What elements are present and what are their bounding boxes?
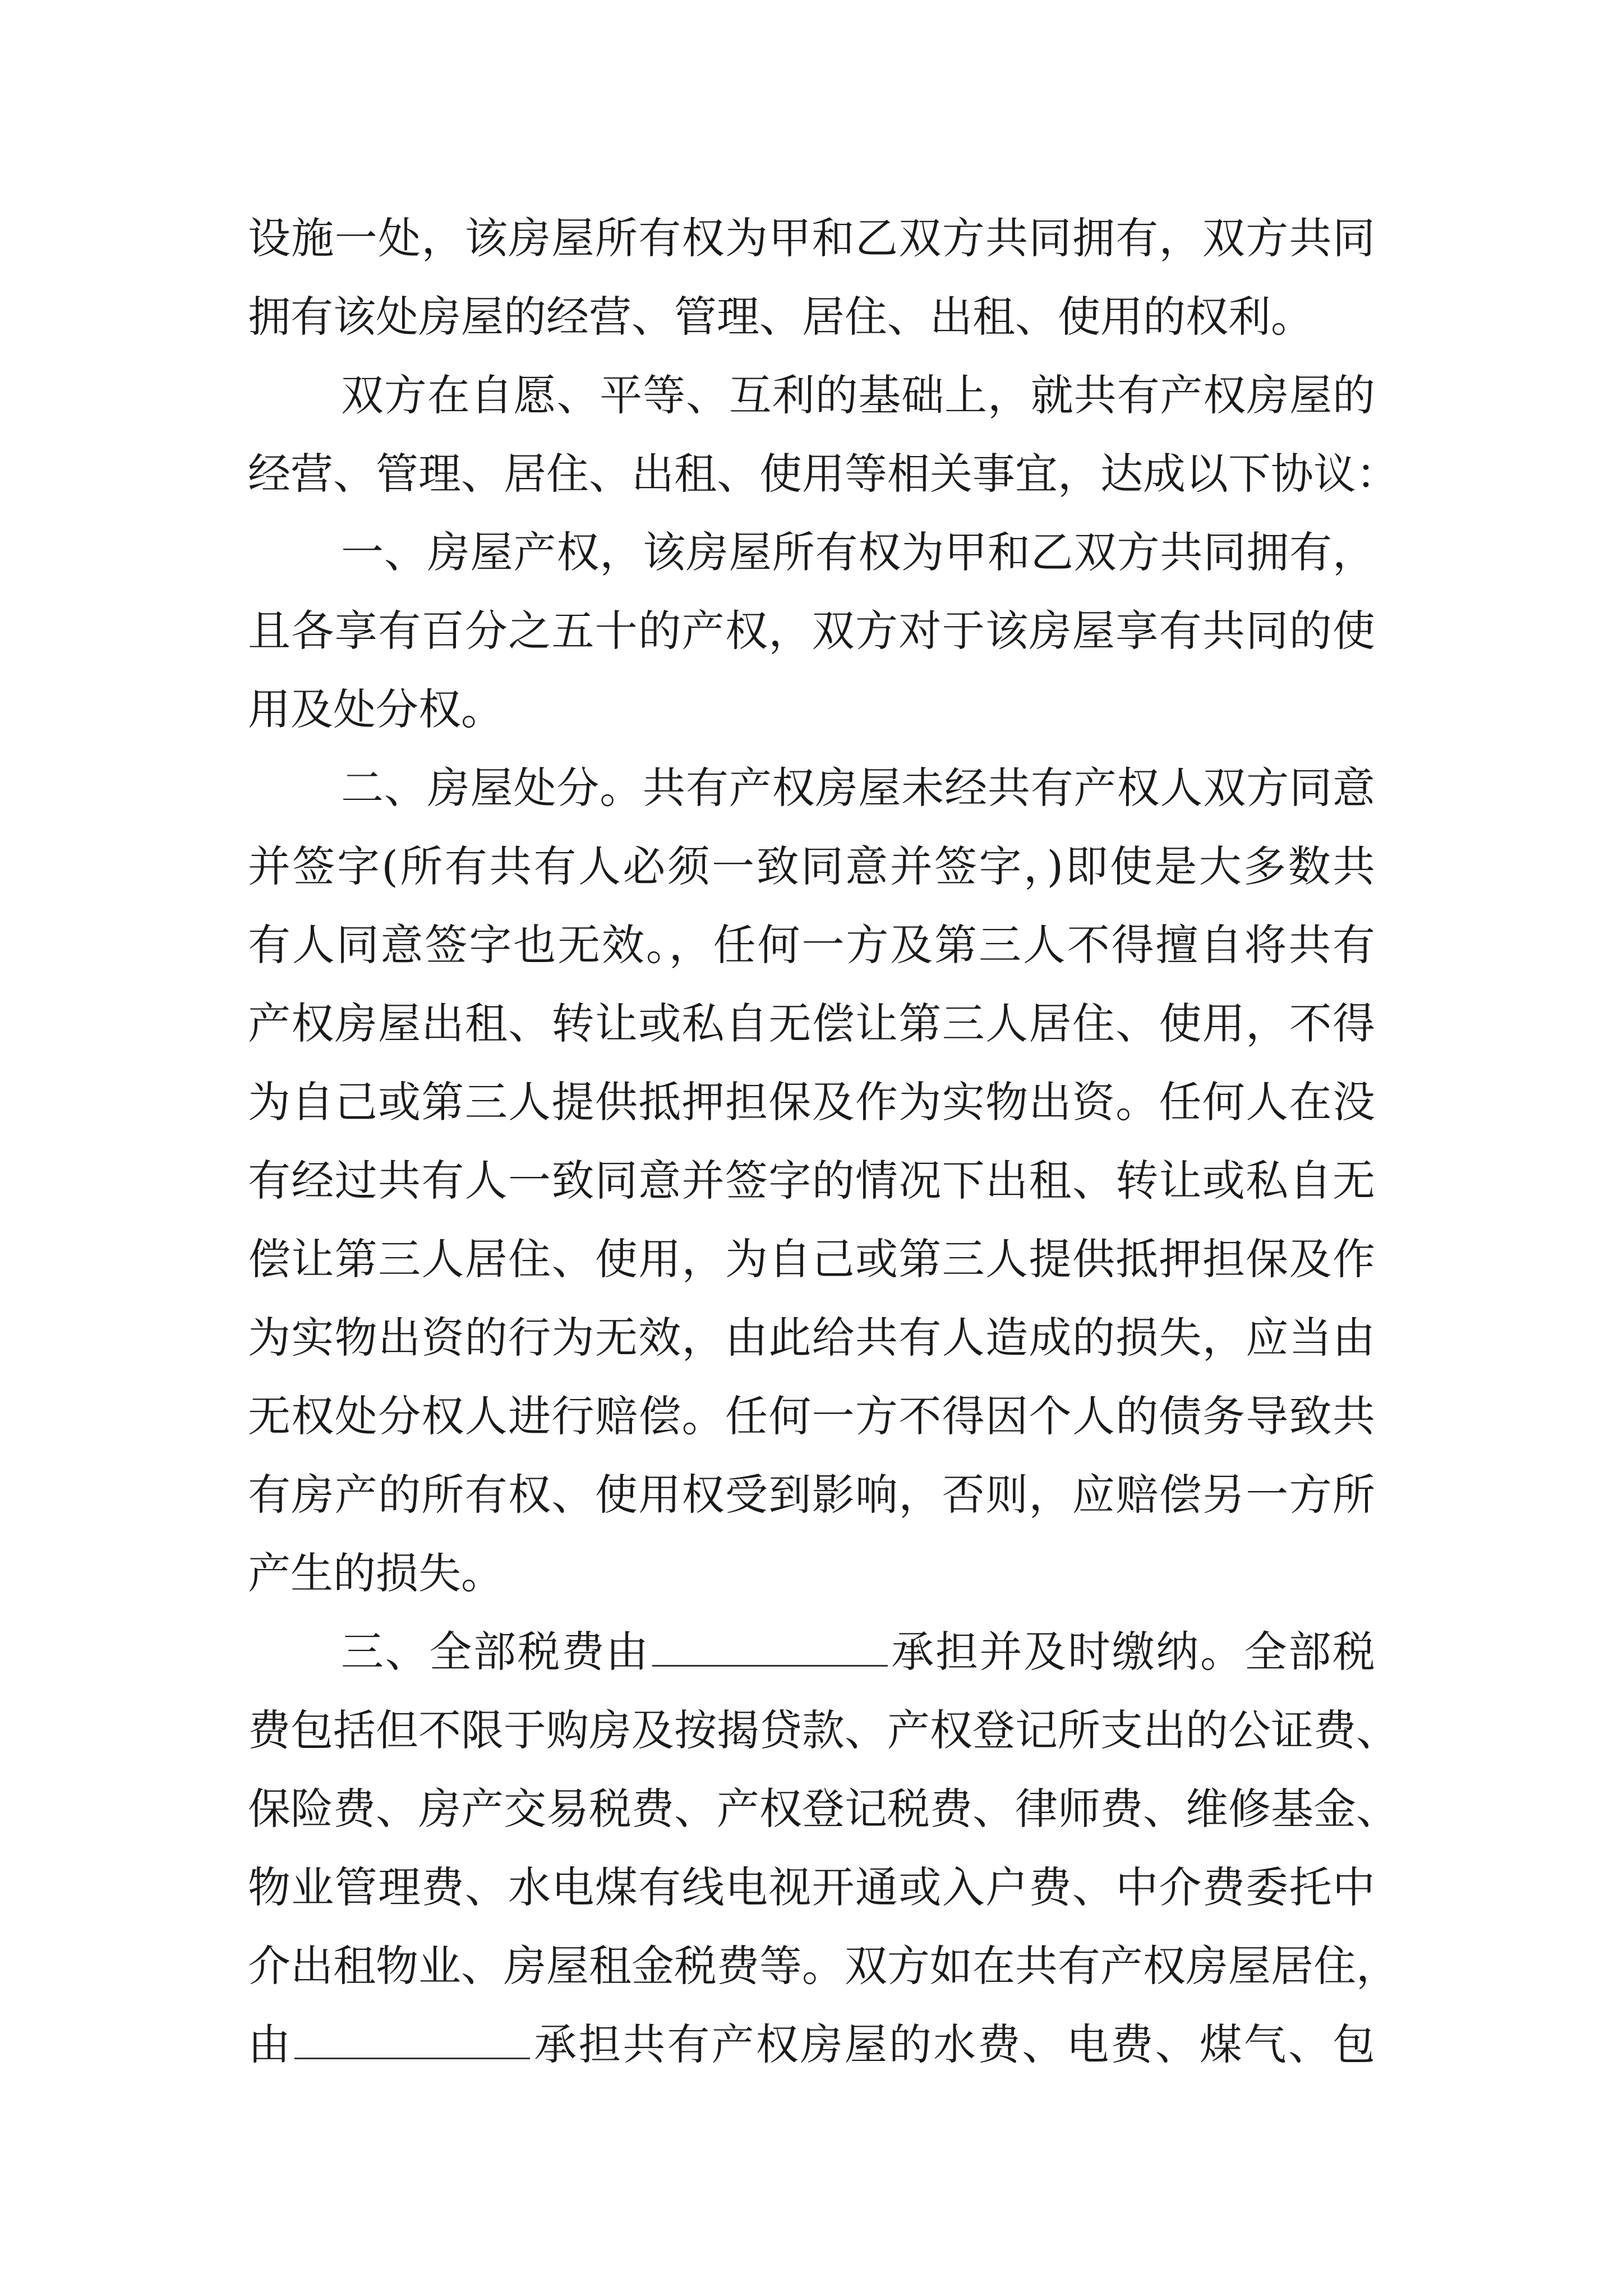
- text-line: 产生的损失。: [248, 1548, 504, 1598]
- text-line: 并签字(所有共有人必须一致同意并签字，)即使是大多数共: [248, 841, 1375, 891]
- text-line: 介出租物业、房屋租金税费等。双方如在共有产权房屋居住，: [248, 1941, 1399, 1991]
- text-line: 保险费、房产交易税费、产权登记税费、律师费、维修基金、: [248, 1784, 1399, 1834]
- text-line: 一、房屋产权，该房屋所有权为甲和乙双方共同拥有，: [341, 527, 1375, 577]
- clause-3-last-lead: 由: [248, 2019, 293, 2069]
- fill-in-blank: [294, 2018, 530, 2059]
- clause-3-last-trail: 承担共有产权房屋的水费、电费、煤气、包: [532, 2019, 1376, 2069]
- text-line: 物业管理费、水电煤有线电视开通或入户费、中介费委托中: [248, 1862, 1375, 1912]
- text-line: 为实物出资的行为无效，由此给共有人造成的损失，应当由: [248, 1313, 1375, 1363]
- text-line: 产权房屋出租、转让或私自无偿让第三人居住、使用，不得: [248, 999, 1375, 1048]
- text-line: 且各享有百分之五十的产权，双方对于该房屋享有共同的使: [248, 606, 1375, 656]
- text-line: 二、房屋处分。共有产权房屋未经共有产权人双方同意: [341, 763, 1375, 813]
- text-line: 用及处分权。: [248, 684, 504, 734]
- clause-3-lead: 三、全部税费由: [341, 1627, 650, 1677]
- text-line: 有房产的所有权、使用权受到影响，否则，应赔偿另一方所: [248, 1470, 1375, 1520]
- text-line: [248, 2005, 1375, 2084]
- fill-in-blank: [652, 1626, 888, 1667]
- text-line: 设施一处，该房屋所有权为甲和乙双方共同拥有，双方共同: [248, 213, 1375, 263]
- text-line: 有经过共有人一致同意并签字的情况下出租、转让或私自无: [248, 1156, 1375, 1205]
- text-line: 费包括但不限于购房及按揭贷款、产权登记所支出的公证费、: [248, 1705, 1399, 1755]
- text-line: 经营、管理、居住、出租、使用等相关事宜，达成以下协议：: [248, 449, 1399, 499]
- text-line: [341, 1613, 1375, 1691]
- text-line: 有人同意签字也无效。，任何一方及第三人不得擅自将共有: [248, 920, 1375, 970]
- clause-3-trail: 承担并及时缴纳。全部税: [889, 1627, 1376, 1677]
- text-line: 为自己或第三人提供抵押担保及作为实物出资。任何人在没: [248, 1077, 1375, 1127]
- text-line: 无权处分权人进行赔偿。任何一方不得因个人的债务导致共: [248, 1391, 1375, 1441]
- text-line: 双方在自愿、平等、互利的基础上，就共有产权房屋的: [341, 370, 1375, 420]
- text-line: 拥有该处房屋的经营、管理、居住、出租、使用的权利。: [248, 292, 1313, 342]
- text-line: 偿让第三人居住、使用，为自己或第三人提供抵押担保及作: [248, 1234, 1375, 1284]
